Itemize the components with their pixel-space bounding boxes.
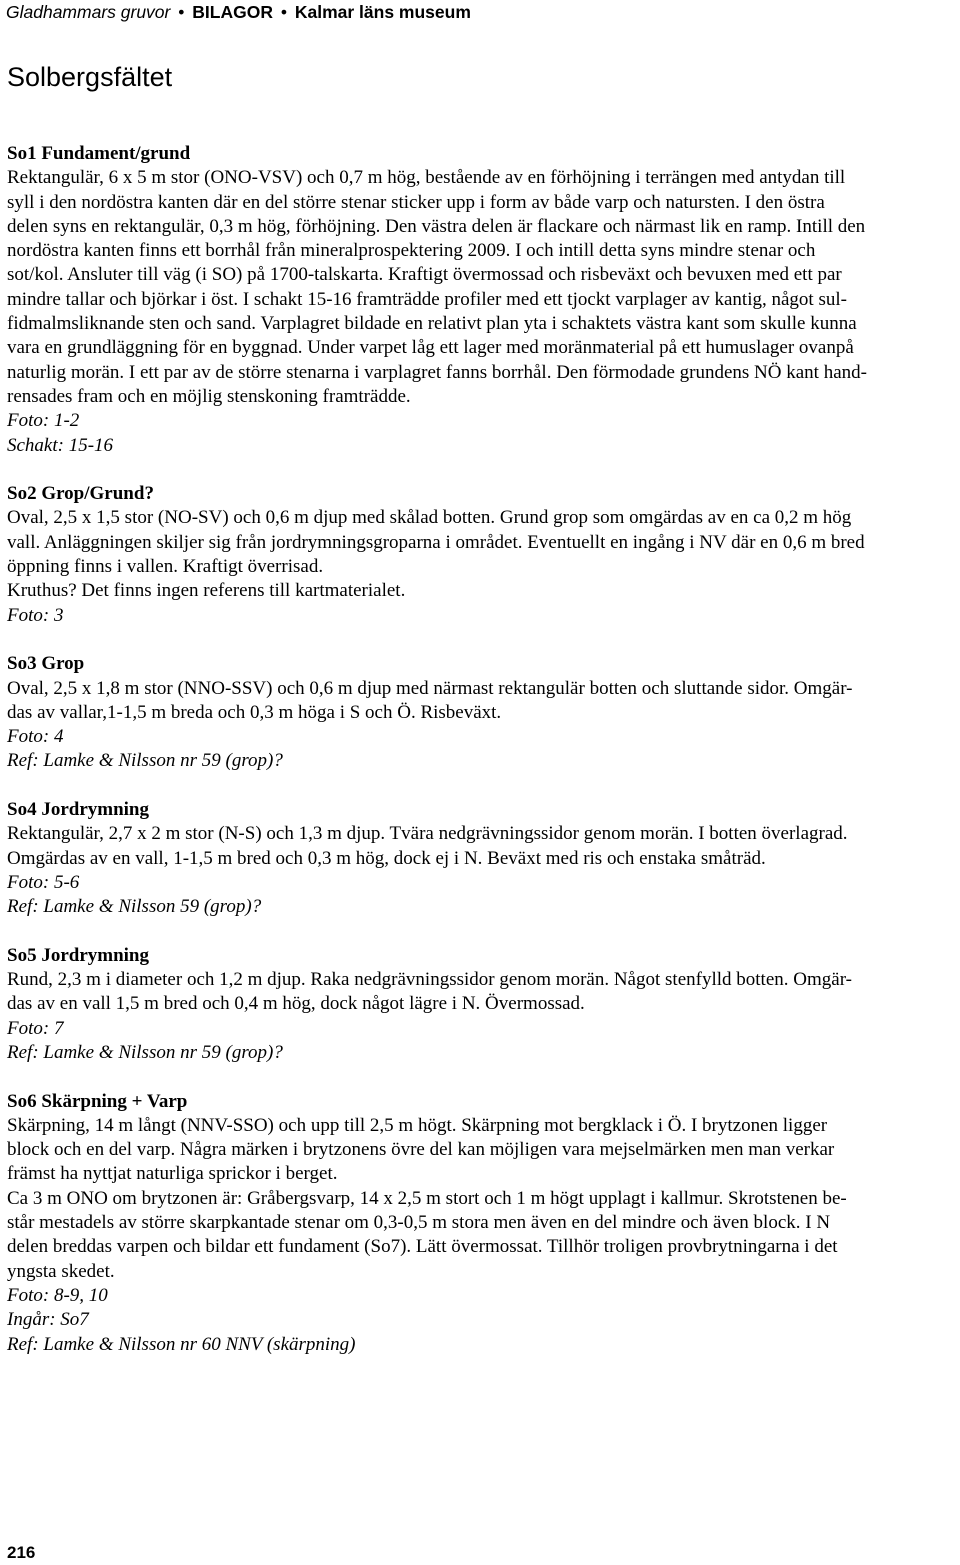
entry-text-line: vara en grundläggning för en byggnad. Under varpet låg ett lager med moränmaterial på ett humuslager ovanpå: [7, 337, 854, 359]
entry-text-line: öppning finns i vallen. Kraftigt överrisad.: [7, 556, 324, 578]
entry-heading: So3 Grop: [7, 653, 85, 675]
header-bullet: •: [280, 2, 287, 22]
entry-text-line: delen syns en rektangulär, 0,3 m hög, förhöjning. Den västra delen är flackare och närmast lik en ramp. Intill den: [7, 215, 866, 237]
entry-reference: Ingår: So7: [7, 1309, 89, 1331]
header-section: BILAGOR: [192, 2, 273, 22]
entry-text-line: sot/kol. Ansluter till väg (i SO) på 1700-talskarta. Kraftigt övermossad och risbeväxt och bevuxen med ett par: [7, 264, 842, 286]
entry-text-line: står mestadels av större skarpkantade stenar om 0,3-0,5 m stora men även en del mindre och även block. I N: [7, 1212, 831, 1234]
entry-reference: Foto: 4: [7, 726, 64, 748]
entry-text-line: mindre tallar och björkar i öst. I schakt 15-16 framträdde profiler med ett tjockt varplager av kantig, något sul-: [7, 288, 847, 310]
entry-text-line: främst ha nyttjat naturliga sprickor i berget.: [7, 1163, 338, 1185]
entry-text-line: rensades fram och en möjlig stenskoning framträdde.: [7, 385, 411, 407]
entry-text-line: Rektangulär, 6 x 5 m stor (ONO-VSV) och 0,7 m hög, bestående av en förhöjning i terrängen med antydan till: [7, 167, 846, 189]
entry-text-line: Omgärdas av en vall, 1-1,5 m bred och 0,3 m hög, dock ej i N. Beväxt med ris och enstaka småträd.: [7, 847, 766, 869]
entry-text-line: Skärpning, 14 m långt (NNV-SSO) och upp till 2,5 m högt. Skärpning mot bergklack i Ö. I brytzonen ligger: [7, 1114, 828, 1136]
entry: [7, 1090, 957, 1357]
entry: [7, 798, 957, 919]
page-title: Solbergsfältet: [7, 62, 173, 92]
entry-text-line: fidmalmsliknande sten och sand. Varplagret bildade en relativt plan yta i schaktets västra kant som skulle kunna: [7, 313, 857, 335]
entry: [7, 944, 957, 1065]
header-publication: Gladhammars gruvor: [6, 2, 171, 22]
entry-reference: Foto: 1-2: [7, 410, 80, 432]
entry-text-line: Ca 3 m ONO om brytzonen är: Gråbergsvarp, 14 x 2,5 m stort och 1 m högt upplagt i kallmur. Skrotstenen be-: [7, 1187, 847, 1209]
entry-heading: So1 Fundament/grund: [7, 143, 191, 164]
entry-text-line: Oval, 2,5 x 1,8 m stor (NNO-SSV) och 0,6 m djup med närmast rektangulär botten och sluttande sidor. Omgär-: [7, 677, 853, 699]
entry-text-line: Rektangulär, 2,7 x 2 m stor (N-S) och 1,3 m djup. Tvära nedgrävningssidor genom morän. I botten överlagrad.: [7, 823, 848, 845]
entry-text-line: vall. Anläggningen skiljer sig från jordrymningsgroparna i området. Eventuellt en ingång i NV där en 0,6 m bred: [7, 531, 865, 553]
entry-text-line: block och en del varp. Några märken i brytzonens övre del kan möjligen vara mejselmärken men man verkar: [7, 1139, 835, 1161]
running-header: [6, 2, 471, 22]
document-body: [7, 142, 957, 1357]
entry-text-line: delen breddas varpen och bildar ett fundament (So7). Lätt övermossat. Tillhör troligen provbrytningarna i det: [7, 1236, 838, 1258]
page-number: 216: [7, 1543, 36, 1562]
entry: [7, 652, 957, 773]
entry-heading: So4 Jordrymning: [7, 799, 149, 821]
header-bullet: •: [178, 2, 185, 22]
entry-reference: Ref: Lamke & Nilsson nr 59 (grop)?: [7, 750, 283, 772]
entry: [7, 142, 957, 458]
entry-reference: Foto: 5-6: [7, 871, 80, 893]
entry-reference: Ref: Lamke & Nilsson nr 60 NNV (skärpning): [7, 1333, 356, 1355]
entry-reference: Foto: 7: [7, 1017, 64, 1039]
header-publisher: Kalmar läns museum: [294, 2, 471, 22]
entry-reference: Foto: 8-9, 10: [7, 1284, 108, 1306]
entry-reference: Ref: Lamke & Nilsson 59 (grop)?: [7, 896, 262, 918]
entry-text-line: naturlig morän. I ett par av de större stenarna i varplagret fanns borrhål. Den förmodade grundens NÖ kant hand-: [7, 361, 867, 383]
entry: [7, 482, 957, 628]
entry-heading: So5 Jordrymning: [7, 944, 149, 966]
entry-text-line: das av en vall 1,5 m bred och 0,4 m hög, dock något lägre i N. Övermossad.: [7, 993, 585, 1015]
entry-text-line: Kruthus? Det finns ingen referens till kartmaterialet.: [7, 580, 406, 602]
entry-reference: Foto: 3: [7, 604, 64, 626]
entry-text-line: yngsta skedet.: [7, 1260, 115, 1282]
entry-reference: Schakt: 15-16: [7, 434, 114, 456]
entry-text-line: Rund, 2,3 m i diameter och 1,2 m djup. Raka nedgrävningssidor genom morän. Något stenfylld botten. Omgär-: [7, 969, 852, 991]
entry-text-line: nordöstra kanten finns ett borrhål från mineralprospektering 2009. I och intill detta syns mindre stenar och: [7, 240, 816, 262]
entry-reference: Ref: Lamke & Nilsson nr 59 (grop)?: [7, 1041, 283, 1063]
entry-text-line: syll i den nordöstra kanten där en del större stenar sticker upp i form av både varp och natursten. I den östra: [7, 191, 825, 213]
entry-heading: So2 Grop/Grund?: [7, 483, 154, 505]
entry-text-line: Oval, 2,5 x 1,5 stor (NO-SV) och 0,6 m djup med skålad botten. Grund grop som omgärdas av en ca 0,2 m hög: [7, 507, 852, 529]
entry-text-line: das av vallar,1-1,5 m breda och 0,3 m höga i S och Ö. Risbeväxt.: [7, 701, 502, 723]
entry-heading: So6 Skärpning + Varp: [7, 1090, 188, 1112]
